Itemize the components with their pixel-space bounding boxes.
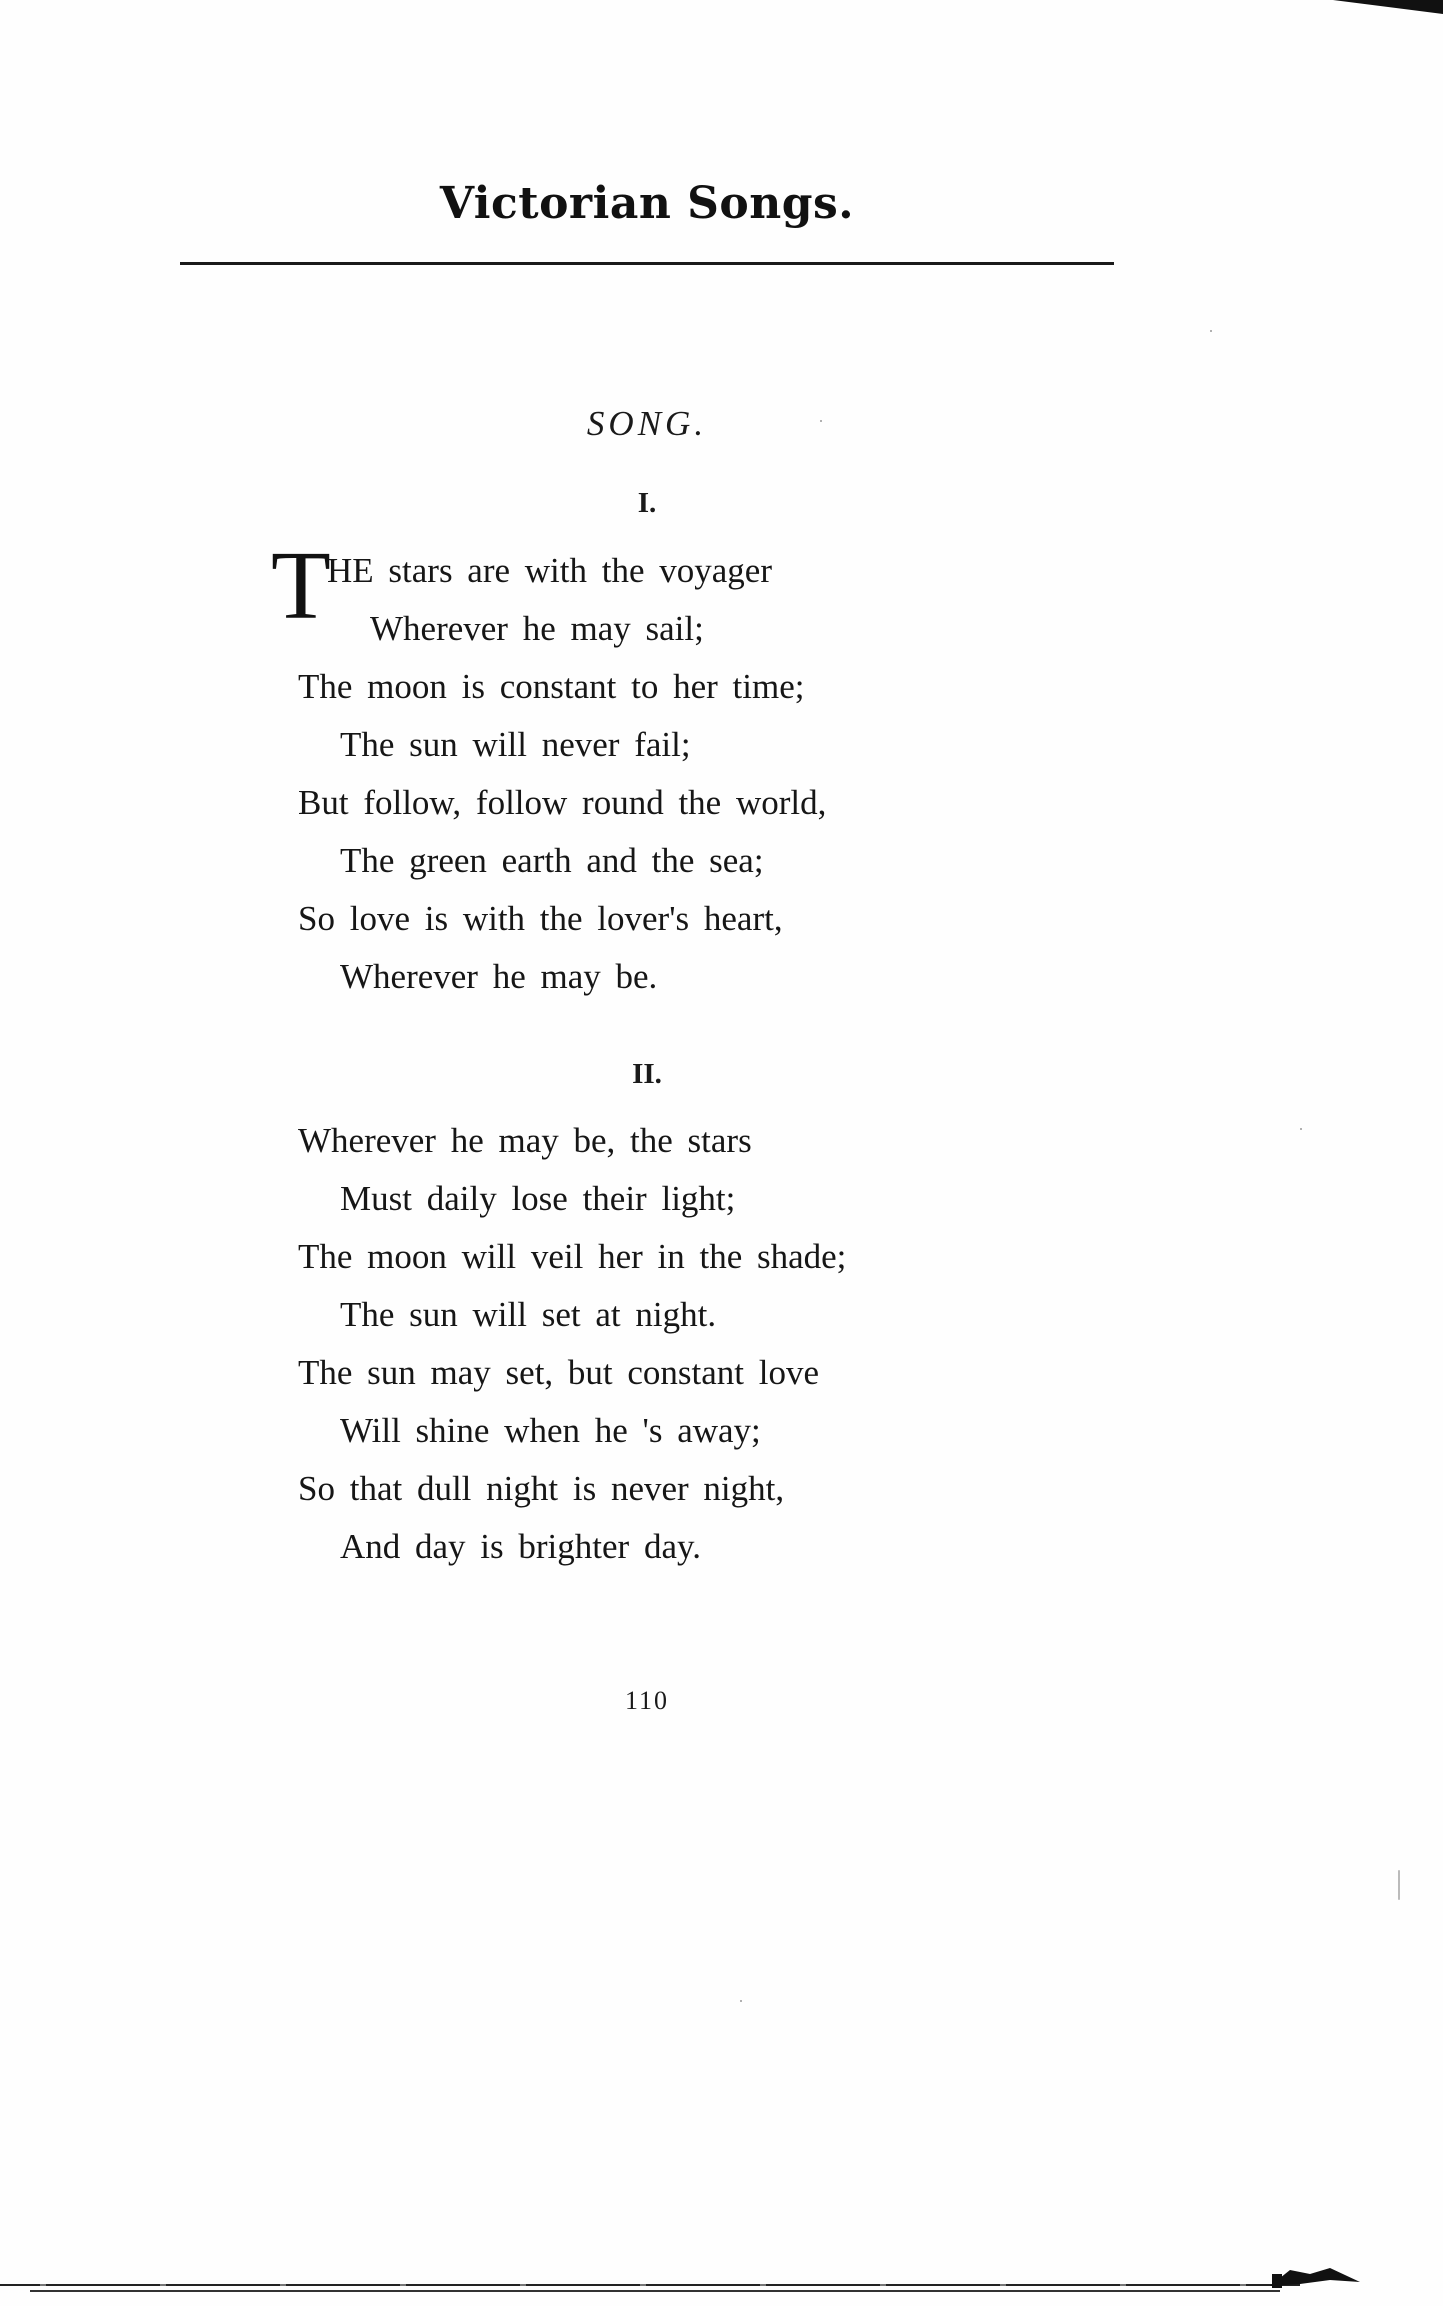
song-title: SONG.	[586, 404, 708, 443]
stanza-number-1: I.	[637, 487, 657, 519]
scan-bottom-edge	[30, 2290, 1280, 2292]
paper-speck	[740, 2000, 742, 2002]
verse-line-text: HE stars are with the voyager	[327, 551, 772, 590]
header-rule	[180, 262, 1114, 265]
running-head: Victorian Songs.	[439, 178, 855, 229]
paper-speck	[820, 420, 822, 422]
verse-line: Wherever he may be, the stars	[298, 1121, 752, 1160]
verse-line: The sun will set at night.	[340, 1295, 717, 1334]
scan-bottom-edge	[0, 2284, 1300, 2286]
verse-line: And day is brighter day.	[340, 1527, 701, 1566]
paper-speck	[1300, 1128, 1302, 1130]
scan-corner-mark	[1270, 2260, 1360, 2288]
stanza-2	[298, 1112, 1058, 1576]
verse-line: The sun may set, but constant love	[298, 1353, 820, 1392]
stanza-number-2: II.	[632, 1058, 662, 1090]
verse-line: So love is with the lover's heart,	[298, 899, 783, 938]
verse-line: But follow, follow round the world,	[298, 783, 827, 822]
verse-line: The moon is constant to her time;	[298, 667, 805, 706]
verse-line: The green earth and the sea;	[340, 841, 764, 880]
drop-cap: T	[271, 532, 331, 640]
verse-line: Will shine when he 's away;	[340, 1411, 761, 1450]
page-number: 110	[624, 1686, 670, 1715]
stanza-1	[271, 532, 1058, 1006]
verse-line: Wherever he may sail;	[370, 609, 704, 648]
paper-speck	[1398, 1870, 1400, 1900]
verse-line: The sun will never fail;	[340, 725, 691, 764]
verse-line: So that dull night is never night,	[298, 1469, 785, 1508]
verse-line: Must daily lose their light;	[340, 1179, 736, 1218]
verse-line: The moon will veil her in the shade;	[298, 1237, 847, 1276]
scan-edge-mark	[1333, 0, 1443, 14]
paper-speck	[1210, 330, 1212, 332]
verse-line: Wherever he may be.	[340, 957, 658, 996]
